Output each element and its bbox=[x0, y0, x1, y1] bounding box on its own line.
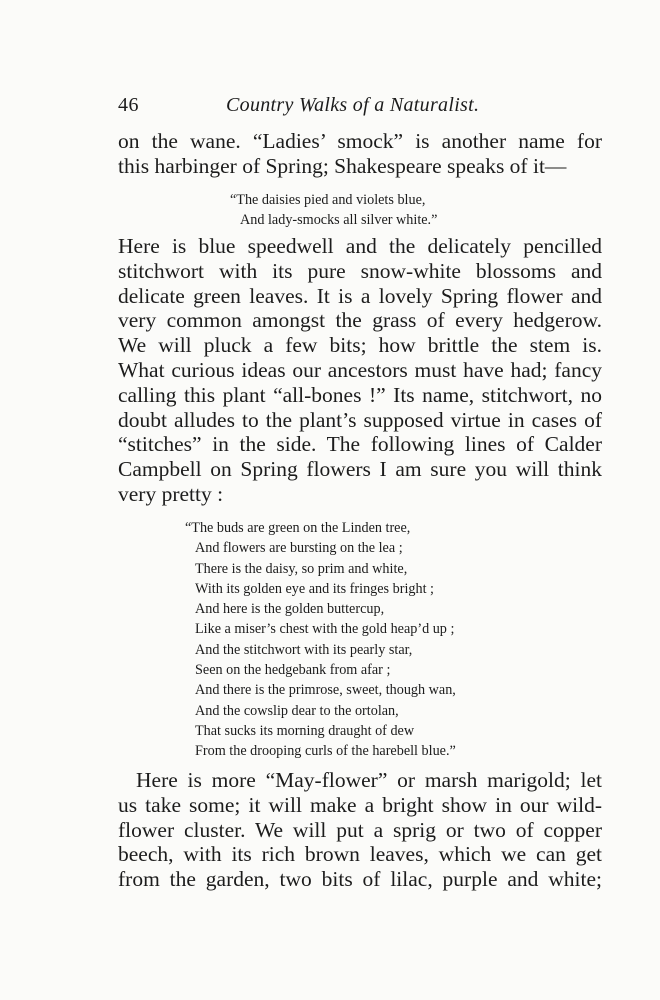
paragraph-2 bbox=[118, 234, 602, 507]
verse-line: From the drooping curls of the harebell blue.” bbox=[195, 743, 456, 760]
text-line: us take some; it will make a bright show in our wild- bbox=[118, 792, 602, 817]
verse-line: Like a miser’s chest with the gold heap’d up ; bbox=[195, 621, 455, 638]
verse-line: That sucks its morning draught of dew bbox=[195, 722, 415, 739]
verse-line: And there is the primrose, sweet, though wan, bbox=[195, 682, 456, 699]
verse-line: There is the daisy, so prim and white, bbox=[195, 560, 408, 577]
verse-line: And lady-smocks all silver white.” bbox=[240, 212, 438, 229]
text-line: Here is blue speedwell and the delicately pencilled bbox=[118, 234, 602, 258]
text-line: flower cluster. We will put a sprig or two of copper bbox=[118, 817, 602, 842]
verse-line: “The buds are green on the Linden tree, bbox=[185, 520, 411, 536]
paragraph-3 bbox=[118, 768, 602, 892]
paragraph-1 bbox=[118, 129, 602, 179]
page-header bbox=[118, 94, 600, 120]
verse-line: With its golden eye and its fringes bright ; bbox=[195, 580, 434, 597]
text-line: doubt alludes to the plant’s supposed virtue in cases of bbox=[118, 407, 602, 432]
verse-line: And flowers are bursting on the lea ; bbox=[195, 540, 403, 557]
text-line: this harbinger of Spring; Shakespeare speaks of it— bbox=[118, 153, 567, 178]
quotation-shakespeare bbox=[230, 190, 590, 231]
verse-line: And the stitchwort with its pearly star, bbox=[195, 641, 413, 658]
verse-line: And here is the golden buttercup, bbox=[195, 601, 385, 618]
verse-line: And the cowslip dear to the ortolan, bbox=[195, 702, 399, 719]
text-line: We will pluck a few bits; how brittle the stem is. bbox=[118, 333, 602, 358]
text-line: What curious ideas our ancestors must have had; fancy bbox=[118, 357, 602, 382]
text-line: “stitches” in the side. The following lines of Calder bbox=[118, 432, 602, 457]
text-line: stitchwort with its pure snow-white blossoms and bbox=[118, 258, 602, 283]
text-line: Here is more “May-flower” or marsh marigold; let bbox=[136, 768, 602, 792]
text-line: very pretty : bbox=[118, 481, 224, 506]
text-line: Campbell on Spring flowers I am sure you will think bbox=[118, 457, 602, 482]
text-line: very common amongst the grass of every hedgerow. bbox=[118, 308, 602, 333]
poem-calder-campbell bbox=[185, 518, 565, 762]
verse-line: “The daisies pied and violets blue, bbox=[230, 192, 426, 208]
text-line: on the wane. “Ladies’ smock” is another name for bbox=[118, 129, 602, 153]
verse-line: Seen on the hedgebank from afar ; bbox=[195, 662, 391, 679]
text-line: from the garden, two bits of lilac, purple and white; bbox=[118, 867, 602, 892]
page-number: 46 bbox=[118, 94, 139, 116]
text-line: beech, with its rich brown leaves, which we can get bbox=[118, 842, 602, 867]
running-title: Country Walks of a Naturalist. bbox=[226, 94, 480, 116]
text-line: delicate green leaves. It is a lovely Spring flower and bbox=[118, 283, 602, 308]
text-line: calling this plant “all-bones !” Its name, stitchwort, no bbox=[118, 382, 602, 407]
